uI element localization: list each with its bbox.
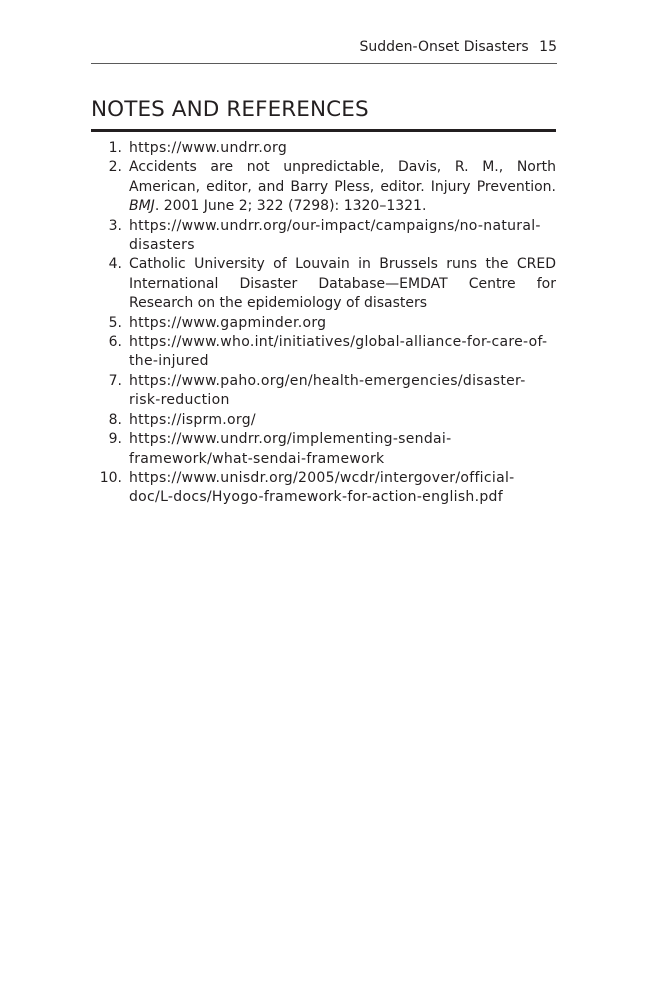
note-number: 8. xyxy=(108,411,122,428)
note-item-5 xyxy=(91,314,556,333)
note-item-1 xyxy=(91,139,556,158)
note-number: 2. xyxy=(108,159,122,176)
note-item-6 xyxy=(91,333,556,372)
note-item-9 xyxy=(91,430,556,469)
running-head-title: Sudden-Onset Disasters xyxy=(359,39,529,55)
note-item-8 xyxy=(91,411,556,430)
note-number: 5. xyxy=(108,314,122,331)
journal-name: BMJ xyxy=(129,198,155,215)
note-link[interactable]: https://www.unisdr.org/2005/wcdr/intergover/official-doc/L-docs/Hyogo-framework-for-action-english.pdf xyxy=(129,469,515,506)
note-link[interactable]: https://www.who.int/initiatives/global-alliance-for-care-of-the-injured xyxy=(129,334,548,370)
note-number: 3. xyxy=(108,217,122,234)
note-link[interactable]: https://www.gapminder.org xyxy=(129,314,327,331)
note-number: 10. xyxy=(99,469,122,486)
note-text xyxy=(129,158,556,216)
note-text-after: . 2001 June 2; 322 (7298): 1320–1321. xyxy=(154,198,427,215)
notes-list xyxy=(91,139,556,508)
note-item-10 xyxy=(91,469,556,508)
note-number: 7. xyxy=(108,372,122,389)
running-head xyxy=(91,37,557,64)
note-link[interactable]: https://isprm.org/ xyxy=(129,411,256,428)
note-link[interactable]: https://www.undrr.org/our-impact/campaigns/no-natural-disasters xyxy=(129,217,541,254)
note-text-before: Accidents are not unpredictable, Davis, R. M., North American, editor, and Barry Pless, editor. Injury Prevention. xyxy=(129,159,556,195)
note-link[interactable]: https://www.undrr.org xyxy=(129,140,288,156)
note-item-4 xyxy=(91,255,556,313)
note-number: 9. xyxy=(108,431,122,448)
note-link[interactable]: https://www.undrr.org/implementing-sendai-framework/what-sendai-framework xyxy=(129,431,452,467)
note-item-7 xyxy=(91,372,556,411)
page-number: 15 xyxy=(539,39,557,55)
note-item-3 xyxy=(91,217,556,256)
note-item-2 xyxy=(91,158,556,216)
note-link[interactable]: https://www.paho.org/en/health-emergencies/disaster-risk-reduction xyxy=(129,372,526,409)
note-number: 6. xyxy=(108,334,122,351)
note-number: 1. xyxy=(108,140,122,156)
note-text: Catholic University of Louvain in Brussels runs the CRED International Disaster Database—EMDAT Centre for Research on the epidemiology of disasters xyxy=(129,256,556,312)
section-title: NOTES AND REFERENCES xyxy=(91,95,556,132)
note-number: 4. xyxy=(108,256,122,273)
